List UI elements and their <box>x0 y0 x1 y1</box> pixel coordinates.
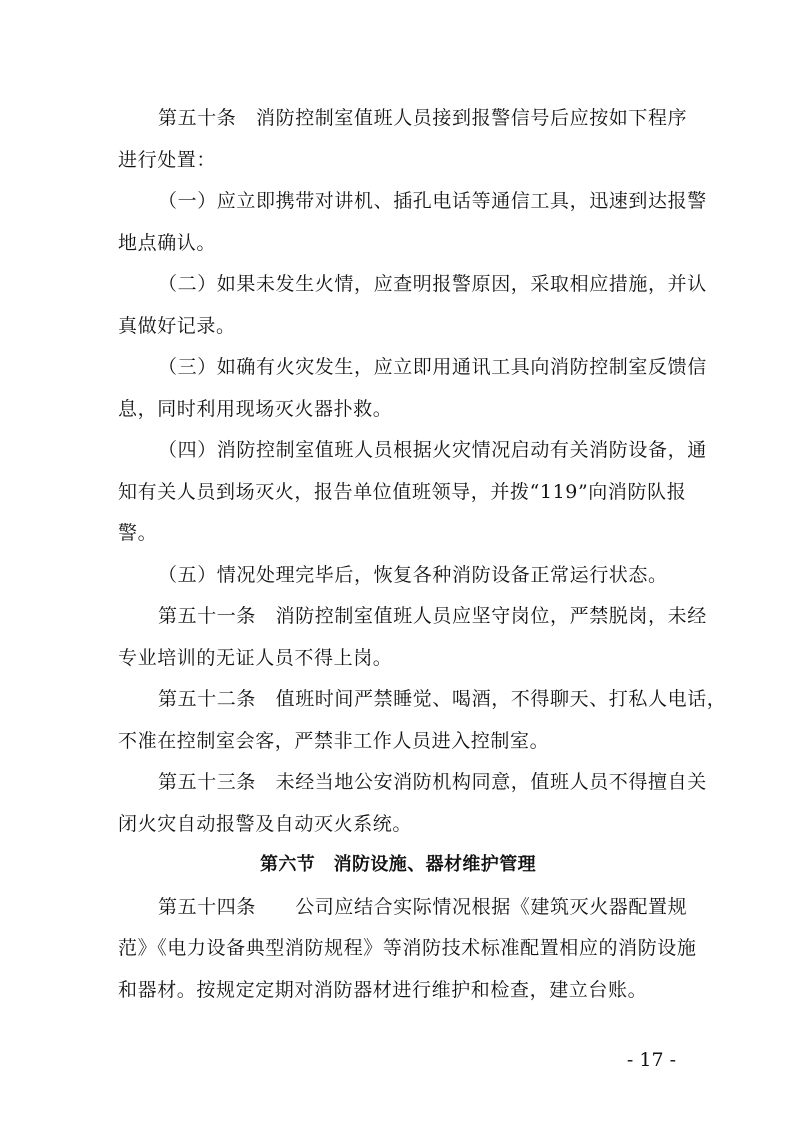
item-4-line-2: 知有关人员到场灭火，报告单位值班领导，并拨“119”向消防队报 <box>118 481 687 503</box>
page-number: - 17 - <box>626 1049 676 1071</box>
article-50-line-1: 第五十条 消防控制室值班人员接到报警信号后应按如下程序 <box>158 107 688 129</box>
item-4-line-1: （四）消防控制室值班人员根据火灾情况启动有关消防设备，通 <box>158 439 707 461</box>
section-heading: 第六节 消防设施、器材维护管理 <box>260 854 536 875</box>
item-5-line-1: （五）情况处理完毕后，恢复各种消防设备正常运行状态。 <box>158 564 668 586</box>
article-54-line-1: 第五十四条 公司应结合实际情况根据《建筑灭火器配置规 <box>158 896 688 918</box>
item-2-line-1: （二）如果未发生火情，应查明报警原因，采取相应措施，并认 <box>158 273 707 295</box>
article-53-line-2: 闭火灾自动报警及自动灭火系统。 <box>118 813 413 835</box>
article-51-line-1: 第五十一条 消防控制室值班人员应坚守岗位，严禁脱岗，未经 <box>158 605 707 627</box>
article-52-line-1: 第五十二条 值班时间严禁睡觉、喝酒，不得聊天、打私人电话， <box>158 688 727 710</box>
item-1-line-2: 地点确认。 <box>118 232 217 254</box>
item-3-line-2: 息，同时利用现场灭火器扑救。 <box>118 398 393 420</box>
article-54-line-3: 和器材。按规定定期对消防器材进行维护和检查，建立台账。 <box>118 979 648 1001</box>
item-1-line-1: （一）应立即携带对讲机、插孔电话等通信工具，迅速到达报警 <box>158 190 707 212</box>
article-53-line-1: 第五十三条 未经当地公安消防机构同意，值班人员不得擅自关 <box>158 771 707 793</box>
item-4-line-3: 警。 <box>118 522 158 544</box>
article-50-line-2: 进行处置： <box>118 149 217 171</box>
article-54-line-2: 范》《电力设备典型消防规程》等消防技术标准配置相应的消防设施 <box>118 937 697 959</box>
article-51-line-2: 专业培训的无证人员不得上岗。 <box>118 647 393 669</box>
item-2-line-2: 真做好记录。 <box>118 315 236 337</box>
item-3-line-1: （三）如确有火灾发生，应立即用通讯工具向消防控制室反馈信 <box>158 356 707 378</box>
article-52-line-2: 不准在控制室会客，严禁非工作人员进入控制室。 <box>118 730 550 752</box>
